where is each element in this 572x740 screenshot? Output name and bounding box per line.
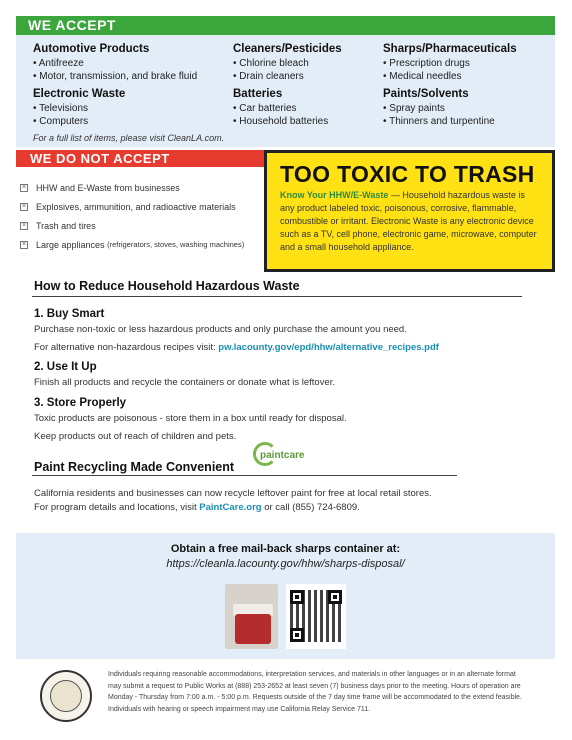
step-text: Purchase non-toxic or less hazardous products and only purchase the amount you need. xyxy=(34,324,407,335)
category-batteries xyxy=(233,87,328,128)
category-automotive xyxy=(33,42,197,83)
paintcare-wordmark: paintcare xyxy=(260,450,305,461)
sharps-container-photo xyxy=(225,584,278,649)
category-item: • Chlorine bleach xyxy=(233,58,309,69)
category-item: • Antifreeze xyxy=(33,58,84,69)
qr-code[interactable] xyxy=(286,584,346,649)
step-text: Toxic products are poisonous - store them in a box until ready for disposal. xyxy=(34,413,347,424)
step-text: Finish all products and recycle the containers or donate what is leftover. xyxy=(34,377,335,388)
toxic-body: Know Your HHW/E-Waste — Household hazardous waste is any product labeled toxic, poisonous, corrosive, flammable, combustible or irritant. Electronic Waste is any electronic device such as a TV, cell phone, electronic game, microwave, computer and a small household appliance. xyxy=(280,190,537,252)
category-title: Paints/Solvents xyxy=(383,88,469,100)
paint-text: California residents and businesses can now recycle leftover paint for free at local retail stores. xyxy=(34,488,432,499)
accommodations-notice: Individuals requiring reasonable accommodations, interpretation services, and materials in other languages or in an alternate format may submit a request to Public Works at (888) 253-2652 at least seven (7) business days prior to the meeting. Hours of operation are Monday - Thursday from 7:00 a.m. - 5:00 p.m. Requests outside of the 7 day time frame will be accommodated to the extend feasible. Individuals with hearing or speech impairment may use California Relay Service 711. xyxy=(108,671,522,713)
paint-text: For program details and locations, visit PaintCare.org or call (855) 724-6809. xyxy=(34,502,360,513)
category-item: • Thinners and turpentine xyxy=(383,116,495,127)
x-box-icon: × xyxy=(21,240,27,248)
category-item: • Household batteries xyxy=(233,116,329,127)
not-accepted-list xyxy=(20,178,244,254)
reduce-title: How to Reduce Household Hazardous Waste xyxy=(34,279,300,293)
paintcare-link[interactable]: PaintCare.org xyxy=(199,502,262,513)
category-item: • Televisions xyxy=(33,103,89,114)
list-item: × Trash and tires xyxy=(21,220,96,231)
category-sharps xyxy=(383,42,517,83)
category-item: • Drain cleaners xyxy=(233,71,304,82)
category-item: • Medical needles xyxy=(383,71,462,82)
category-item: • Computers xyxy=(33,116,89,127)
list-item: × Large appliances (refrigerators, stoves, washing machines) xyxy=(21,239,245,250)
category-item: • Motor, transmission, and brake fluid xyxy=(33,71,198,82)
category-title: Batteries xyxy=(233,88,283,100)
toxic-title: TOO TOXIC TO TRASH xyxy=(280,161,535,187)
recipes-link[interactable]: pw.lacounty.gov/epd/hhw/alternative_recipes.pdf xyxy=(218,342,439,353)
paintcare-logo xyxy=(250,442,306,472)
list-item: × Explosives, ammunition, and radioactive materials xyxy=(21,201,236,212)
sharps-url[interactable]: https://cleanla.lacounty.gov/hhw/sharps-disposal/ xyxy=(166,558,405,570)
we-accept-panel xyxy=(16,35,555,147)
step-buy-smart: 1. Buy Smart xyxy=(34,308,105,320)
we-accept-header: WE ACCEPT xyxy=(16,16,555,35)
x-box-icon: × xyxy=(21,221,27,229)
paint-title: Paint Recycling Made Convenient xyxy=(34,460,235,474)
full-list-note: For a full list of items, please visit CleanLA.com. xyxy=(33,133,225,143)
we-do-not-accept-header: WE DO NOT ACCEPT xyxy=(16,150,264,167)
step-text: Keep products out of reach of children and pets. xyxy=(34,431,237,442)
too-toxic-callout xyxy=(264,150,555,272)
divider xyxy=(32,296,522,297)
category-cleaners xyxy=(233,42,342,83)
category-item: • Spray paints xyxy=(383,103,445,114)
category-paints xyxy=(383,87,495,128)
category-title: Electronic Waste xyxy=(33,88,126,100)
divider xyxy=(32,475,457,476)
category-electronic xyxy=(33,87,125,128)
category-title: Cleaners/Pesticides xyxy=(233,43,342,55)
category-title: Sharps/Pharmaceuticals xyxy=(383,43,517,55)
category-title: Automotive Products xyxy=(33,43,150,55)
sharps-panel xyxy=(16,533,555,659)
category-item: • Prescription drugs xyxy=(383,58,470,69)
sharps-title: Obtain a free mail-back sharps container at: xyxy=(170,543,401,555)
step-text: For alternative non-hazardous recipes visit: pw.lacounty.gov/epd/hhw/alternative_recipes.pdf xyxy=(34,342,439,353)
category-item: • Car batteries xyxy=(233,103,297,114)
step-use-it-up: 2. Use It Up xyxy=(34,361,97,373)
step-store-properly: 3. Store Properly xyxy=(34,397,127,409)
x-box-icon: × xyxy=(21,183,27,191)
list-item: × HHW and E-Waste from businesses xyxy=(21,182,180,193)
county-seal-logo xyxy=(40,670,92,722)
x-box-icon: × xyxy=(21,202,27,210)
